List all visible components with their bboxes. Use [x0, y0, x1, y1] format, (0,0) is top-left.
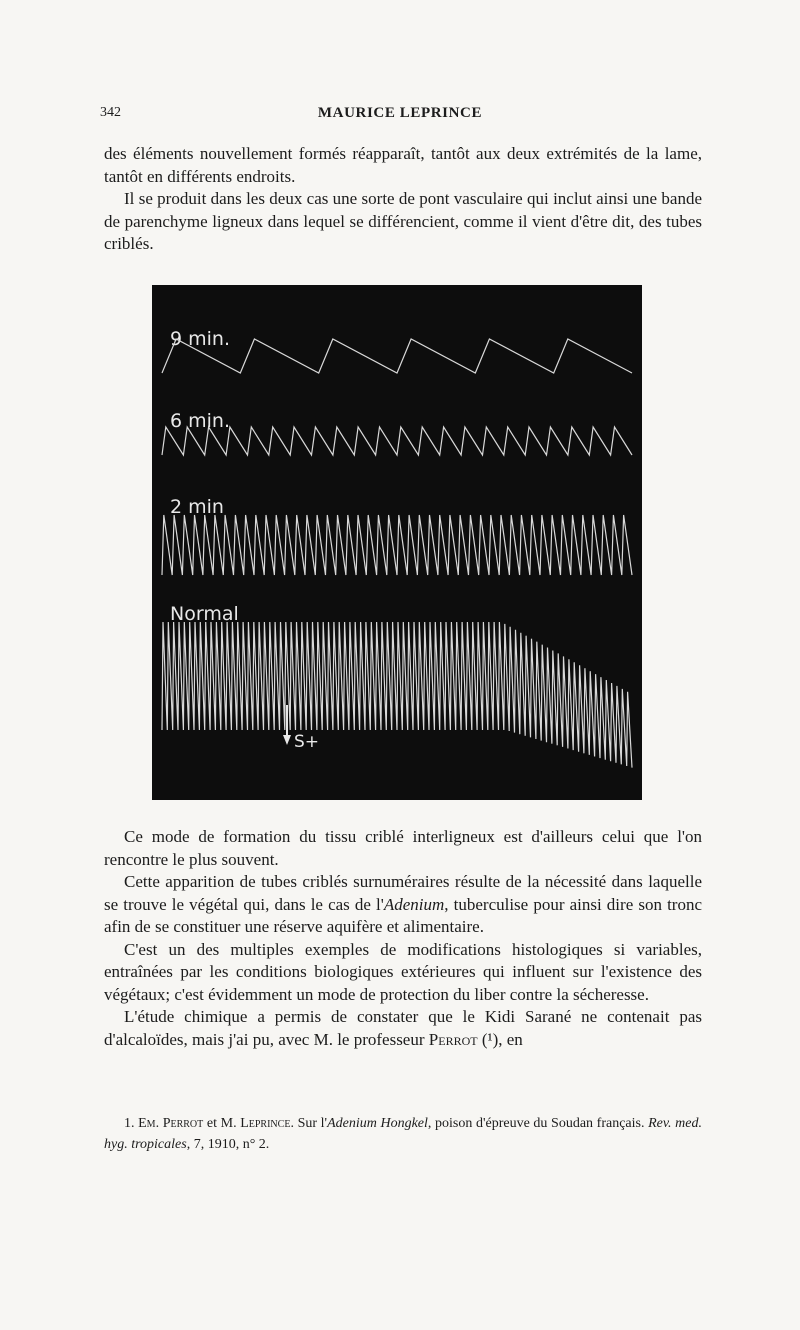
- italic-term: Adenium: [383, 894, 445, 914]
- body-text-top: [104, 143, 702, 256]
- text-run: Cette apparition de tubes criblés surnuméraires résulte de la nécessité dans laquelle se trouve le végétal qui, dans le cas de l': [104, 872, 702, 914]
- text-run: . Sur l': [290, 1116, 328, 1131]
- trace-line: [162, 515, 632, 575]
- text-run: et M.: [206, 1116, 237, 1131]
- text-run: , poison d'épreuve du Soudan français.: [427, 1116, 649, 1131]
- trace-label: 2 min: [170, 496, 224, 518]
- arrow-down-icon: [283, 735, 291, 745]
- trace-label: 6 min.: [170, 410, 230, 432]
- footnote-text: [104, 1113, 702, 1155]
- author-name: Leprince: [240, 1116, 291, 1131]
- paragraph: Ce mode de formation du tissu criblé interligneux est d'ailleurs celui que l'on rencontre le plus souvent.: [104, 827, 702, 869]
- footnote-ref: (¹): [481, 1029, 499, 1049]
- author-name: Perrot: [428, 1029, 478, 1049]
- stimulus-label: S+: [294, 732, 320, 752]
- italic-title: Adenium Hongkel: [327, 1116, 428, 1131]
- paragraph: [104, 1006, 702, 1051]
- body-text-bottom: [104, 826, 702, 1051]
- text-run: , en: [498, 1029, 523, 1049]
- paragraph: des éléments nouvellement formés réapparaît, tantôt aux deux extrémités de la lame, tantôt en différents endroits.: [104, 144, 702, 186]
- footnote-number: 1.: [124, 1116, 135, 1131]
- paragraph: C'est un des multiples exemples de modifications histologiques si variables, entraînées par les conditions biologiques extérieures qui influent sur l'existence des végétaux; c'est évidemment un mode de protection du liber contre la sécheresse.: [104, 939, 702, 1004]
- italic-journal: Rev. med. hyg. tropicales: [104, 1116, 702, 1152]
- text-run: L'étude chimique a permis de constater que le Kidi Sarané ne contenait pas d'alcaloïdes, mais j'ai pu, avec M. le professeur: [104, 1007, 702, 1049]
- trace-label: Normal: [170, 603, 239, 625]
- text-run: , tuberculise pour ainsi dire son tronc afin de se constituer une réserve aquifère et alimentaire.: [104, 894, 702, 936]
- trace-line: [162, 339, 632, 373]
- author-name: Em. Perrot: [138, 1116, 204, 1131]
- text-run: , 7, 1910, n° 2.: [186, 1137, 270, 1152]
- kymograph-traces: [152, 285, 642, 800]
- figure-kymograph: [152, 285, 642, 800]
- page-header: [100, 105, 700, 129]
- trace-line: [162, 427, 632, 455]
- paragraph: Il se produit dans les deux cas une sorte de pont vasculaire qui inclut ainsi une bande de parenchyme ligneux dans lequel se différencient, comme il vient d'être dit, des tubes criblés.: [104, 189, 702, 253]
- trace-line: [162, 622, 632, 768]
- trace-label: 9 min.: [170, 328, 230, 350]
- footnote: [104, 1113, 702, 1155]
- page-number: 342: [100, 105, 121, 120]
- running-title: MAURICE LEPRINCE: [317, 105, 483, 121]
- paragraph: [104, 871, 702, 939]
